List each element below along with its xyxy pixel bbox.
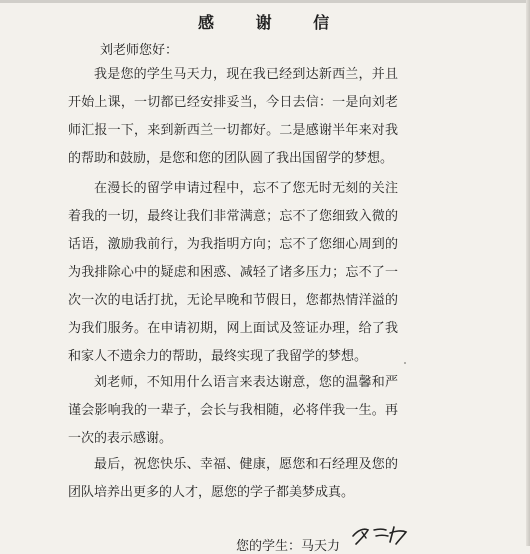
letter-closing: 您的学生：马天力 [236,539,341,554]
page-top-edge [0,0,530,3]
letter-paragraph-3: 刘老师，不知用什么语言来表达谢意，您的温馨和严谨会影响我的一辈子，会长与我相随，必将伴我一生。再一次的表示感谢。 [68,375,398,446]
page-right-edge [526,0,530,546]
handwritten-signature [350,524,410,546]
scan-speck [404,362,406,364]
letter-paragraph-2: 在漫长的留学申请过程中，忘不了您无时无刻的关注着我的一切，最终让我们非常满意；忘不了您细致入微的话语，激励我前行，为我指明方向；忘不了您细心周到的为我排除心中的疑虑和困惑、减轻了诸多压力；忘不了一次一次的电话打扰，无论早晚和节假日，您都热情洋溢的为我们服务。在申请初期，网上面试及签证办理，给了我和家人不遗余力的帮助，最终实现了我留学的梦想。 [68,181,398,364]
letter-greeting: 刘老师您好： [100,43,179,58]
letter-paragraph-1: 我是您的学生马天力，现在我已经到达新西兰，并且开始上课，一切都已经安排妥当，今日去信：一是向刘老师汇报一下，来到新西兰一切都好。二是感谢半年来对我的帮助和鼓励，是您和您的团队圆了我出国留学的梦想。 [68,67,398,166]
letter-paragraph-4: 最后，祝您快乐、幸福、健康，愿您和石经理及您的团队培养出更多的人才，愿您的学子都美梦成真。 [68,457,398,500]
letter-title: 感 谢 信 [198,13,348,32]
